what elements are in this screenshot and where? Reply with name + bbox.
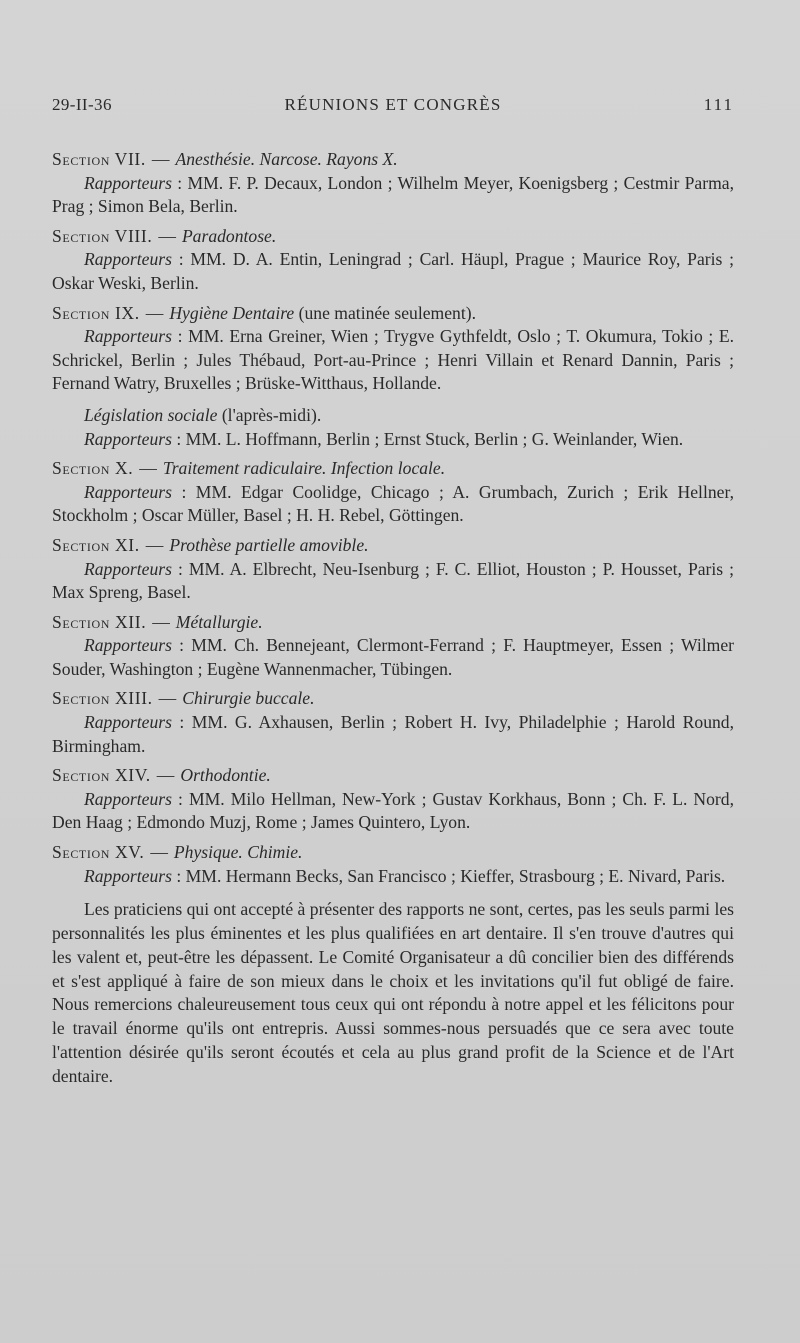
section-xiv [52,764,734,835]
section-heading [52,148,734,172]
section-xii [52,611,734,682]
section-dash: — [150,842,168,863]
rapporteurs-list: : MM. Milo Hellman, New-York ; Gustav Korkhaus, Bonn ; Ch. F. L. Nord, Den Haag ; Edmondo Muzj, Rome ; James Quintero, Lyon. [52,788,734,833]
page-body [52,148,734,1089]
section-heading [52,687,734,711]
section-label: Section XIV. [52,765,151,786]
rapporteurs-label: Rapporteurs [84,481,172,502]
section-dash: — [139,458,157,479]
rapporteurs-list: : MM. Ch. Bennejeant, Clermont-Ferrand ; F. Hauptmeyer, Essen ; Wilmer Souder, Washington ; Eugène Wannenmacher, Tübingen. [52,635,734,679]
rapporteurs-label: Rapporteurs [84,558,172,579]
rapporteurs-label: Rapporteurs [84,326,172,347]
sub-rapporteurs-paragraph [52,428,734,452]
section-dash: — [158,225,176,246]
section-label: Section XI. [52,534,140,555]
sub-topic-note: (l'après-midi). [217,404,322,425]
rapporteurs-label: Rapporteurs [84,249,172,270]
rapporteurs-paragraph [52,172,734,219]
section-label: Section XV. [52,842,145,863]
section-heading [52,841,734,865]
section-dash: — [151,149,170,169]
section-xi [52,534,734,605]
section-label: Section VII. [52,149,146,169]
rapporteurs-list: : MM. L. Hoffmann, Berlin ; Ernst Stuck, Berlin ; G. Weinlander, Wien. [171,428,684,449]
rapporteurs-list: : MM. Edgar Coolidge, Chicago ; A. Grumbach, Zurich ; Erik Hellner, Stockholm ; Oscar Müller, Basel ; H. H. Rebel, Göttingen. [52,481,734,526]
rapporteurs-label: Rapporteurs [84,712,172,733]
rapporteurs-list: : MM. A. Elbrecht, Neu-Isenburg ; F. C. Elliot, Houston ; P. Housset, Paris ; Max Spreng, Basel. [52,558,734,603]
section-label: Section VIII. [52,225,153,246]
section-xv [52,841,734,888]
rapporteurs-list: : MM. Hermann Becks, San Francisco ; Kieffer, Strasbourg ; E. Nivard, Paris. [171,865,726,886]
section-topic: Hygiène Dentaire [169,302,295,323]
rapporteurs-paragraph [52,711,734,758]
section-topic: Chirurgie buccale. [182,688,315,709]
rapporteurs-list: : MM. F. P. Decaux, London ; Wilhelm Meyer, Koenigsberg ; Cestmir Parma, Prag ; Simon Bela, Berlin. [52,172,734,217]
section-xiii [52,687,734,758]
section-heading [52,302,734,326]
header-date: 29-II-36 [52,95,112,114]
rapporteurs-paragraph [52,788,734,835]
section-label: Section X. [52,458,134,479]
section-ix [52,302,734,452]
rapporteurs-paragraph [52,558,734,605]
closing-paragraph: Les praticiens qui ont accepté à présenter des rapports ne sont, certes, pas les seuls parmi les personnalités les plus éminentes et les plus qualifiées en art dentaire. Il s'en trouve d'autres qui les valent et, peut-être les dépassent. Le Comité Organisateur a dû concilier bien des différends et s'est appliqué à faire de son mieux dans le choix et les invitations qu'il fut obligé de faire. Nous remercions chaleureusement tous ceux qui ont répondu à notre appel et les félicitons pour le travail énorme qu'ils ont entrepris. Aussi sommes-nous persuadés que ce sera avec toute l'attention désirée qu'ils seront écoutés et cela au plus grand profit de la Science et de l'Art dentaire. [52,899,734,1086]
rapporteurs-list: : MM. G. Axhausen, Berlin ; Robert H. Ivy, Philadelphie ; Harold Round, Birmingham. [52,712,734,756]
section-topic: Traitement radiculaire. Infection locale. [162,458,446,479]
rapporteurs-paragraph [52,248,734,295]
rapporteurs-label: Rapporteurs [84,788,172,809]
rapporteurs-paragraph [52,634,734,681]
rapporteurs-list: : MM. Erna Greiner, Wien ; Trygve Gythfeldt, Oslo ; T. Okumura, Tokio ; E. Schrickel, Berlin ; Jules Thébaud, Port-au-Prince ; Henri Villain et Renard Dannin, Paris ; Fernand Watry, Bruxelles ; Brüske-Witthaus, Hollande. [52,326,734,394]
section-label: Section XIII. [52,688,153,709]
section-label: Section IX. [52,302,140,323]
section-heading [52,225,734,249]
section-dash: — [145,534,164,555]
section-dash: — [158,688,177,709]
header-title: RÉUNIONS ET CONGRÈS [284,95,502,114]
page-header [52,95,734,121]
section-viii [52,225,734,296]
rapporteurs-paragraph [52,325,734,396]
section-dash: — [156,765,175,786]
sub-topic: Législation sociale [84,404,218,425]
rapporteurs-label: Rapporteurs [84,428,172,449]
rapporteurs-paragraph [52,481,734,528]
section-topic: Physique. Chimie. [173,842,303,863]
section-heading [52,457,734,481]
section-topic: Paradontose. [181,225,277,246]
section-dash: — [152,611,170,632]
section-heading [52,611,734,635]
section-topic: Métallurgie. [175,611,263,632]
section-heading [52,534,734,558]
sub-topic-heading [52,404,734,428]
section-topic: Anesthésie. Narcose. Rayons X. [175,149,398,169]
rapporteurs-label: Rapporteurs [84,172,172,193]
section-topic: Prothèse partielle amovible. [169,534,369,555]
rapporteurs-list: : MM. D. A. Entin, Leningrad ; Carl. Häupl, Prague ; Maurice Roy, Paris ; Oskar Weski, Berlin. [52,249,734,293]
page-number: 111 [703,95,734,114]
section-vii [52,148,734,219]
section-label: Section XII. [52,611,147,632]
rapporteurs-paragraph [52,865,734,889]
section-dash: — [145,302,164,323]
rapporteurs-label: Rapporteurs [84,635,172,656]
section-x [52,457,734,528]
rapporteurs-label: Rapporteurs [84,865,172,886]
section-topic: Orthodontie. [180,765,271,786]
section-topic-note: (une matinée seulement). [294,302,476,323]
section-heading [52,764,734,788]
